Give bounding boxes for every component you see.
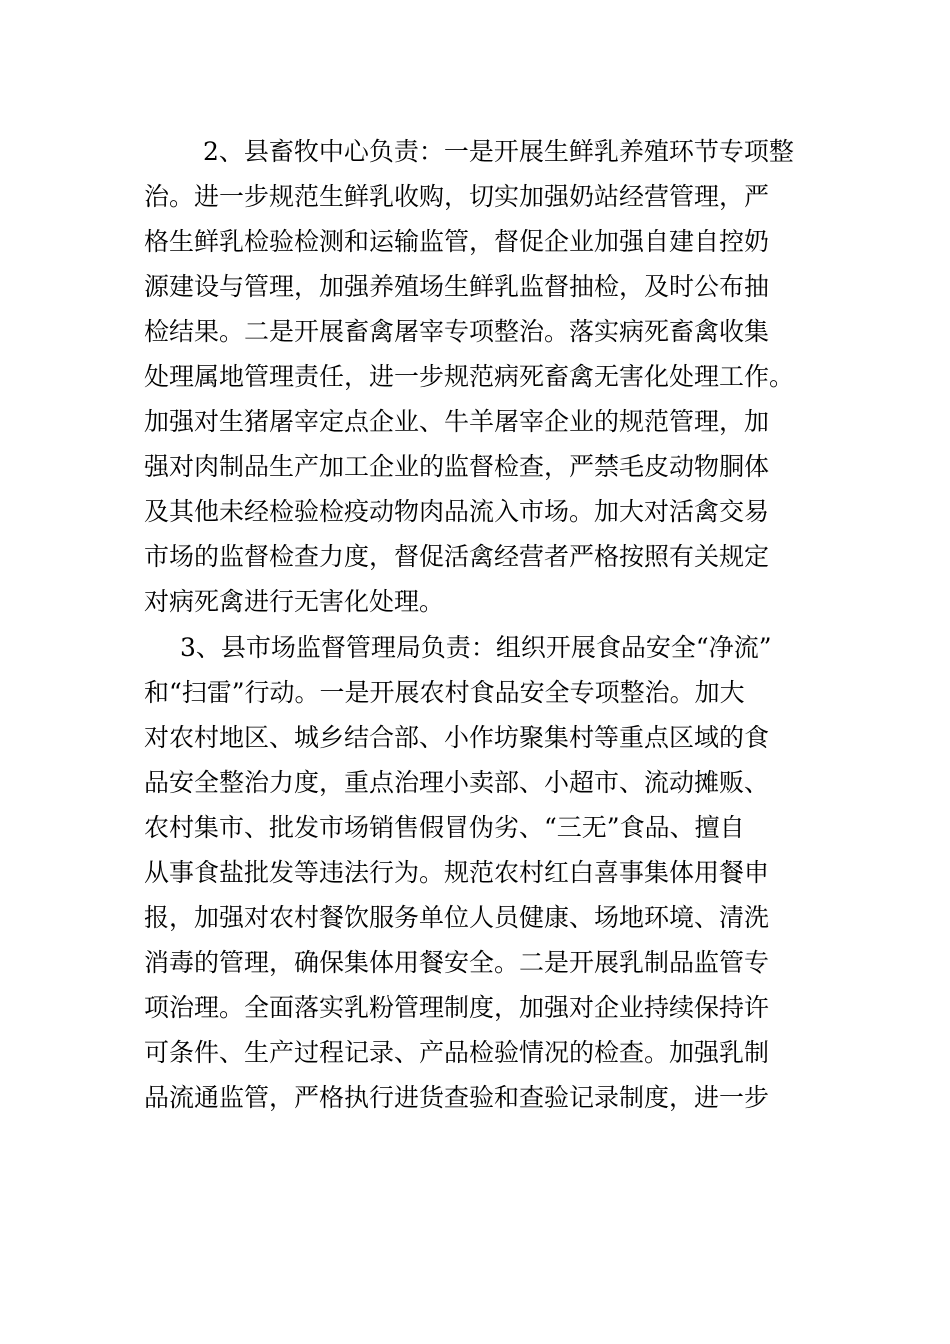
text-line: 处理属地管理责任，进一步规范病死畜禽无害化处理工作。 (144, 362, 795, 391)
text-line: 可条件、生产过程记录、产品检验情况的检查。加强乳制 (144, 1038, 770, 1067)
text-line: 及其他未经检验检疫动物肉品流入市场。加大对活禽交易 (144, 497, 770, 526)
text-line: 源建设与管理，加强养殖场生鲜乳监督抽检，及时公布抽 (144, 272, 770, 301)
text-line: 报，加强对农村餐饮服务单位人员健康、场地环境、清洗 (144, 903, 770, 932)
text-line: 对病死禽进行无害化处理。 (144, 587, 445, 616)
text-line: 从事食盐批发等违法行为。规范农村红白喜事集体用餐申 (144, 858, 770, 887)
text-line: 市场的监督检查力度，督促活禽经营者严格按照有关规定 (144, 542, 770, 571)
text-line: 消毒的管理，确保集体用餐安全。二是开展乳制品监管专 (144, 948, 770, 977)
text-line: 加强对生猪屠宰定点企业、牛羊屠宰企业的规范管理，加 (144, 407, 770, 436)
text-line: 和“扫雷”行动。一是开展农村食品安全专项整治。加大 (144, 678, 745, 707)
text-line: 3、县市场监督管理局负责：组织开展食品安全“净流” (180, 633, 772, 662)
text-line: 品流通监管，严格执行进货查验和查验记录制度，进一步 (144, 1083, 770, 1112)
text-line: 治。进一步规范生鲜乳收购，切实加强奶站经营管理，严 (144, 182, 770, 211)
text-line: 对农村地区、城乡结合部、小作坊聚集村等重点区域的食 (144, 723, 770, 752)
text-line: 格生鲜乳检验检测和运输监管，督促企业加强自建自控奶 (144, 227, 770, 256)
text-line: 强对肉制品生产加工企业的监督检查，严禁毛皮动物胴体 (144, 452, 770, 481)
text-line: 品安全整治力度，重点治理小卖部、小超市、流动摊贩、 (144, 768, 770, 797)
text-line: 检结果。二是开展畜禽屠宰专项整治。落实病死畜禽收集 (144, 317, 770, 346)
text-line: 农村集市、批发市场销售假冒伪劣、“三无”食品、擅自 (144, 813, 745, 842)
text-line: 2、县畜牧中心负责：一是开展生鲜乳养殖环节专项整 (203, 137, 794, 166)
text-line: 项治理。全面落实乳粉管理制度，加强对企业持续保持许 (144, 993, 770, 1022)
